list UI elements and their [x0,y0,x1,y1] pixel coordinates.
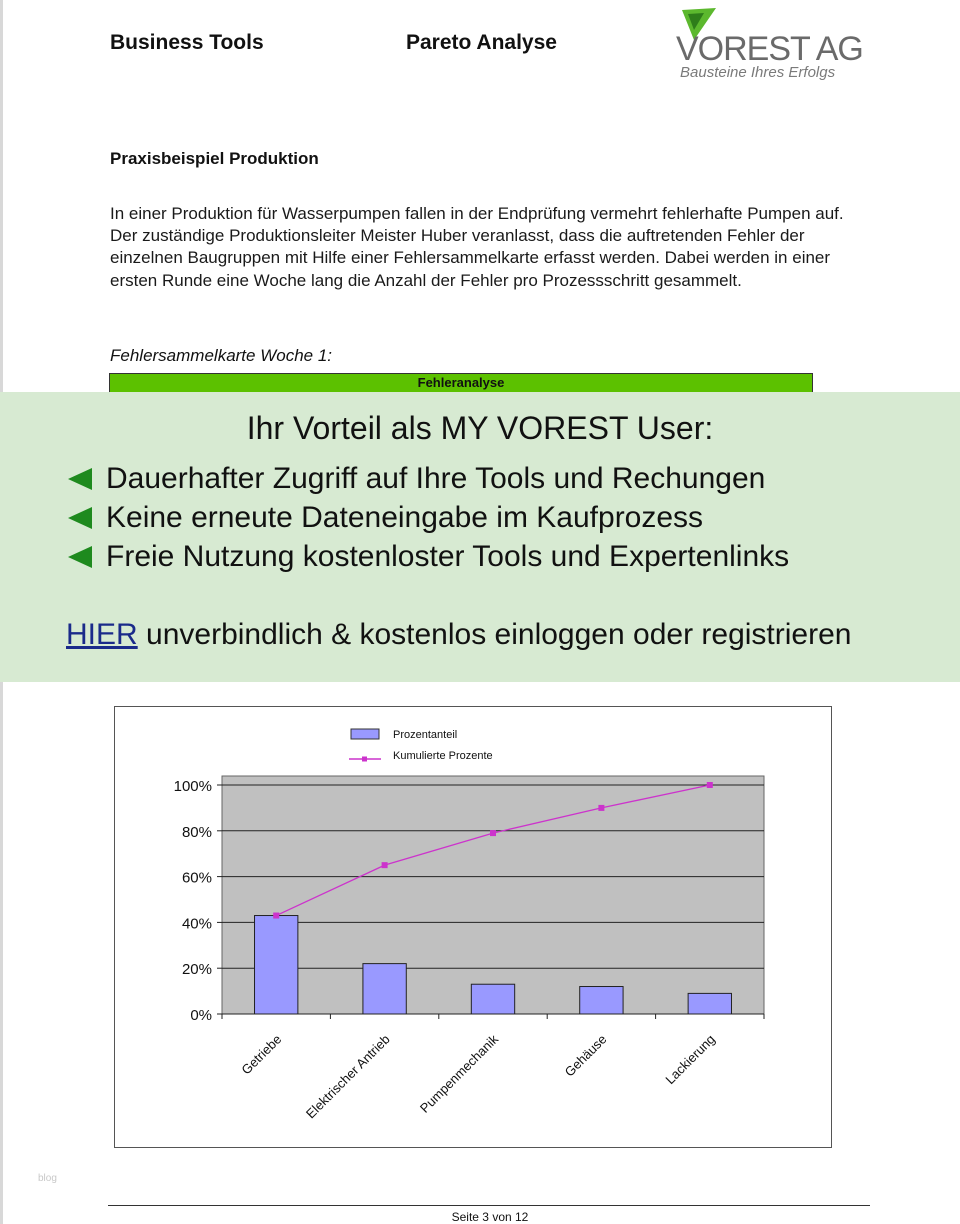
legend-bar-label: Prozentanteil [393,729,458,741]
bar-4 [580,987,623,1014]
header-center: Pareto Analyse [406,31,557,54]
benefit-text: Freie Nutzung kostenloster Tools und Expertenlinks [106,540,790,573]
y-tick-label: 100% [173,778,212,795]
banner-title: Ihr Vorteil als MY VOREST User: [246,410,714,446]
benefit-text: Keine erneute Dateneingabe im Kaufprozess [106,501,704,534]
x-category-label: Lackierung [662,1031,718,1088]
legend-bar-swatch [351,729,379,739]
triangle-bullet-icon [68,546,92,568]
triangle-bullet-icon [68,468,92,490]
cumulative-point-1 [273,913,279,919]
legend-line-marker [362,757,367,762]
cumulative-point-2 [382,862,388,868]
header-left: Business Tools [110,31,264,54]
bar-1 [255,916,298,1014]
bar-2 [363,964,406,1014]
hier-login-link[interactable]: HIER [66,618,138,651]
logo-tagline: Bausteine Ihres Erfolgs [680,64,836,81]
section-title: Praxisbeispiel Produktion [110,149,319,168]
benefit-item [68,462,765,496]
table-caption: Fehlersammelkarte Woche 1: [110,346,333,365]
y-tick-label: 80% [181,823,212,841]
y-tick-label: 0% [190,1007,212,1024]
y-tick-label: 60% [181,869,212,887]
legend-line-label: Kumulierte Prozente [393,750,493,762]
page-number: Seite 3 von 12 [451,1210,529,1224]
benefit-item [68,501,703,535]
login-line [66,618,851,652]
watermark: blog [38,1173,57,1184]
bar-5 [688,993,731,1014]
footer-divider [108,1205,870,1206]
triangle-bullet-icon [68,507,92,529]
table-header: Fehleranalyse [109,373,813,393]
vorest-logo [672,8,872,88]
x-category-label: Gehäuse [561,1031,610,1080]
logo-name: VOREST AG [676,30,863,68]
cumulative-point-4 [598,805,604,811]
pareto-chart [114,706,832,1148]
benefit-text: Dauerhafter Zugriff auf Ihre Tools und Rechungen [106,462,766,495]
bar-3 [471,984,514,1014]
chart-svg [115,707,831,1147]
y-tick-label: 20% [181,961,212,979]
x-category-label: Getriebe [238,1031,285,1078]
x-category-label: Elektrischer Antrieb [302,1031,393,1122]
login-banner[interactable] [0,392,960,682]
intro-paragraph: In einer Produktion für Wasserpumpen fallen in der Endprüfung vermehrt fehlerhafte Pumpen auf. Der zuständige Produktionsleiter Meister Huber veranlasst, dass die auftretenden Fehler der einzelnen Baugruppen mit Hilfe einer Fehlersammelkarte erfasst werden. Dabei werden in einer ersten Runde eine Woche lang die Anzahl der Fehler pro Prozessschritt gesammelt. [110,204,844,290]
cumulative-point-5 [707,782,713,788]
y-tick-label: 40% [181,915,212,933]
plot-area [222,776,764,1014]
cumulative-point-3 [490,830,496,836]
login-text: unverbindlich & kostenlos einloggen oder registrieren [137,618,852,651]
x-category-label: Pumpenmechanik [416,1031,502,1116]
benefit-item [68,540,789,574]
